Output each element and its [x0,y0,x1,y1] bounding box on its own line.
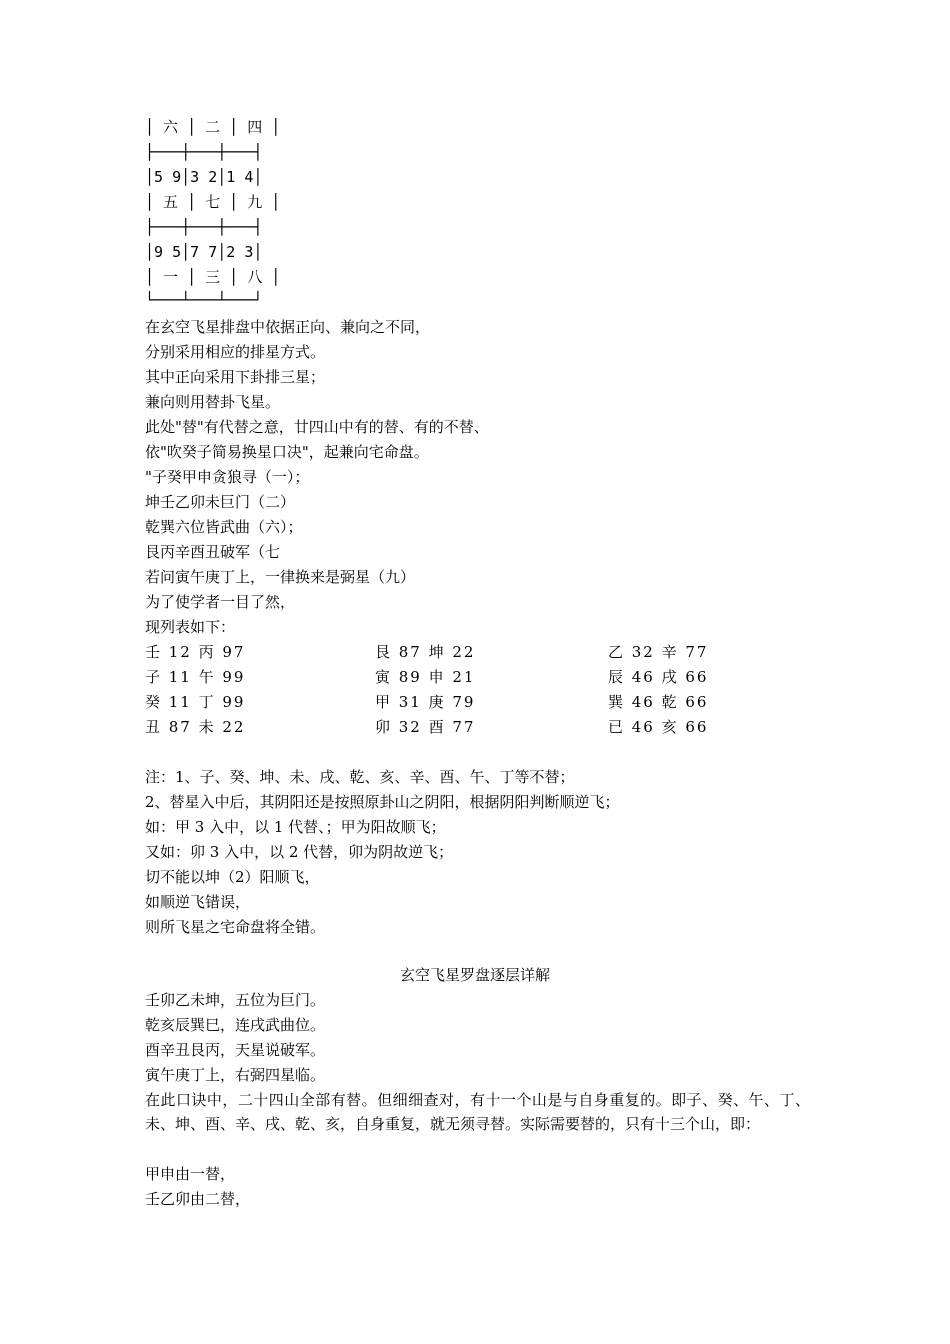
grid-divider: ├───┼───┼───┤ [145,143,263,161]
verse-line: 壬卯乙未坤，五位为巨门。 [145,991,326,1009]
table-cell: 乙 32 辛 77 [608,643,709,661]
verse-line: 乾亥辰巽巳，连戌武曲位。 [145,1016,326,1034]
text-line: 若问寅午庚丁上，一律换来是弼星（九） [145,568,416,586]
table-cell: 艮 87 坤 22 [375,643,476,661]
note-line: 如顺逆飞错误， [145,893,251,911]
grid-row-labels: │ 一 │ 三 │ 八 │ [145,268,281,286]
grid-divider: ├───┼───┼───┤ [145,218,263,236]
text-line: 此处"替"有代替之意，廿四山中有的替、有的不替、 [145,418,489,436]
table-cell: 巽 46 乾 66 [608,693,709,711]
body-paragraph: 在此口诀中，二十四山全部有替。但细细查对，有十一个山是与自身重复的。即子、癸、午、丁、未、坤、酉、辛、戌、乾、亥，自身重复，就无须寻替。实际需要替的，只有十三个山，即： [145,1091,810,1133]
text-line: 壬乙卯由二替， [145,1190,251,1208]
note-line: 则所飞星之宅命盘将全错。 [145,918,326,936]
text-line: 艮丙辛酉丑破军（七 [145,543,281,561]
table-cell: 子 11 午 99 [145,668,246,686]
table-cell: 癸 11 丁 99 [145,693,246,711]
text-line: 现列表如下： [145,618,236,636]
table-cell: 寅 89 申 21 [375,668,476,686]
text-line: 其中正向采用下卦排三星； [145,368,326,386]
section-title: 玄空飞星罗盘逐层详解 [399,966,550,984]
grid-bottom-border: └───┴───┴───┘ [145,291,263,309]
text-line: "子癸甲申贪狼寻（一）； [145,468,310,486]
text-line: 为了使学者一目了然， [145,593,296,611]
table-cell: 卯 32 酉 77 [375,718,476,736]
table-cell: 甲 31 庚 79 [375,693,476,711]
text-line: 依"吹癸子简易换星口决"，起兼向宅命盘。 [145,443,429,461]
note-line: 又如：卯 3 入中，以 2 代替，卯为阴故逆飞； [145,843,454,861]
table-cell: 已 46 亥 66 [608,718,709,736]
text-line: 兼向则用替卦飞星。 [145,393,281,411]
table-cell: 丑 87 未 22 [145,718,246,736]
verse-line: 寅午庚丁上，右弼四星临。 [145,1066,326,1084]
text-line: 在玄空飞星排盘中依据正向、兼向之不同， [145,318,431,336]
table-cell: 辰 46 戌 66 [608,668,709,686]
note-line: 2、替星入中后，其阴阳还是按照原卦山之阴阳，根据阴阳判断顺逆飞； [145,793,620,811]
note-line: 如：甲 3 入中，以 1 代替、；甲为阳故顺飞； [145,818,446,836]
table-cell: 壬 12 丙 97 [145,643,246,661]
grid-row-numbers: │5 9│3 2│1 4│ [145,168,263,186]
verse-line: 酉辛丑艮丙，天星说破军。 [145,1041,326,1059]
grid-row-top-labels: │ 六 │ 二 │ 四 │ [145,118,281,136]
grid-row-labels: │ 五 │ 七 │ 九 │ [145,193,281,211]
note-line: 注：1、子、癸、坤、未、戌、乾、亥、辛、酉、午、丁等不替； [145,768,575,786]
text-line: 坤壬乙卯未巨门（二） [145,493,296,511]
text-line: 乾巽六位皆武曲（六）； [145,518,303,536]
text-line: 甲申由一替， [145,1165,236,1183]
grid-row-numbers: │9 5│7 7│2 3│ [145,243,263,261]
note-line: 切不能以坤（2）阳顺飞， [145,868,320,886]
text-line: 分别采用相应的排星方式。 [145,343,326,361]
